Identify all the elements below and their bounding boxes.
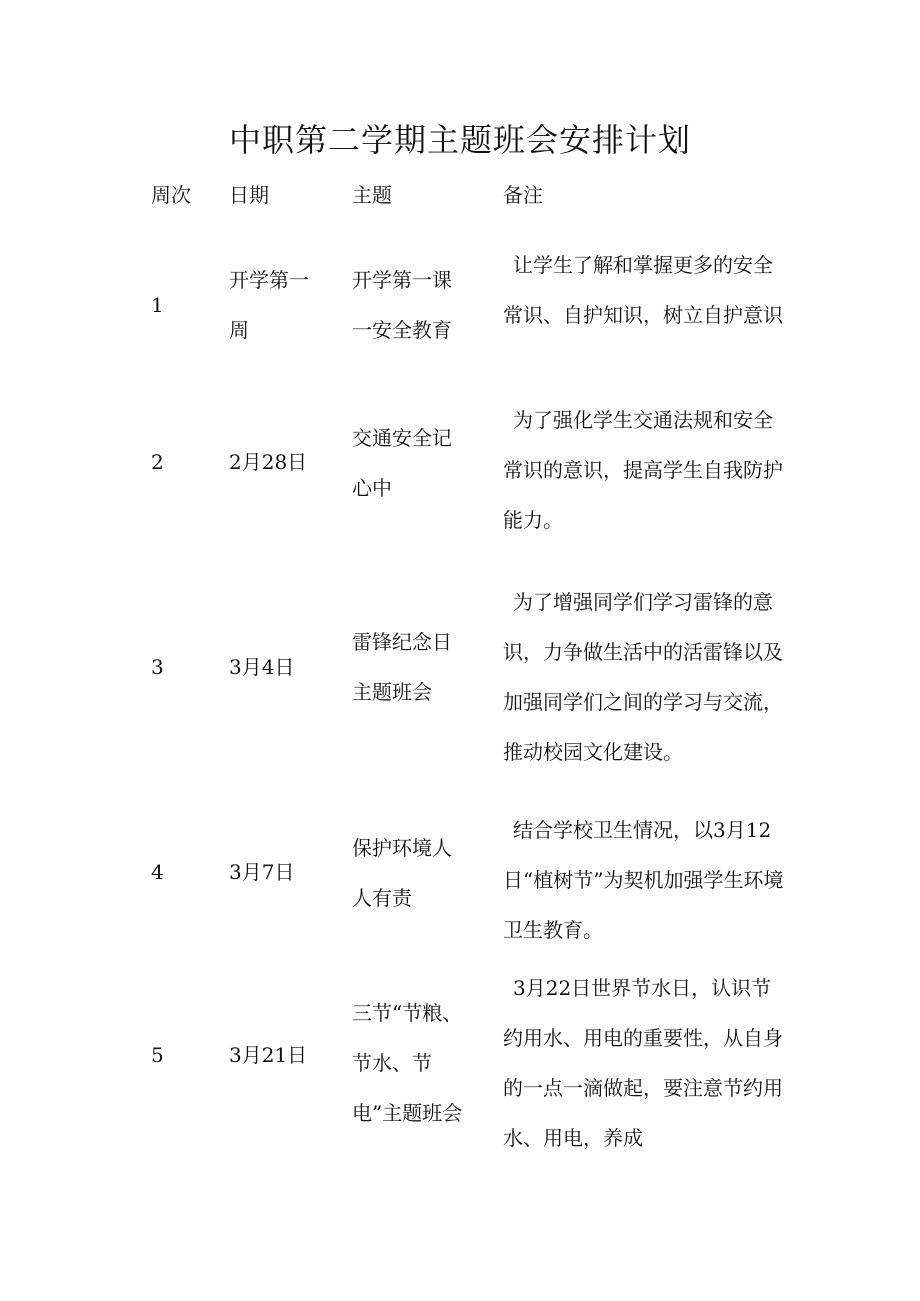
row-week: 4	[151, 860, 164, 884]
row-topic: 开学第一课一安全教育	[352, 268, 452, 342]
row-week: 3	[151, 655, 164, 679]
row-week: 5	[151, 1043, 164, 1067]
row-note: 为了强化学生交通法规和安全常识的意识，提高学生自我防护能力。	[503, 408, 783, 532]
header-topic: 主题	[352, 183, 392, 207]
row-topic: 保护环境人人有责	[352, 836, 452, 910]
row-note: 为了增强同学们学习雷锋的意识，力争做生活中的活雷锋以及加强同学们之间的学习与交流，推动校园文化建设。	[503, 590, 783, 764]
row-note: 3月22日世界节水日，认识节约用水、用电的重要性，从自身的一点一滴做起，要注意节约用水、用电，养成	[503, 976, 783, 1150]
document-title: 中职第二学期主题班会安排计划	[228, 121, 691, 159]
row-date: 3月21日	[229, 1043, 308, 1067]
row-date: 3月4日	[229, 655, 295, 679]
row-date: 2月28日	[229, 450, 308, 474]
header-week: 周次	[151, 183, 191, 207]
row-note: 结合学校卫生情况，以3月12日“植树节”为契机加强学生环境卫生教育。	[503, 818, 784, 942]
row-date: 开学第一周	[229, 268, 309, 342]
row-topic: 交通安全记心中	[352, 426, 452, 500]
header-date: 日期	[229, 183, 269, 207]
row-topic: 三节“节粮、节水、节电”主题班会	[352, 1001, 463, 1125]
row-week: 1	[151, 293, 164, 317]
row-note: 让学生了解和掌握更多的安全常识、自护知识，树立自护意识	[503, 253, 783, 327]
row-week: 2	[151, 450, 164, 474]
row-topic: 雷锋纪念日主题班会	[352, 630, 452, 704]
header-note: 备注	[503, 183, 543, 207]
row-date: 3月7日	[229, 860, 295, 884]
